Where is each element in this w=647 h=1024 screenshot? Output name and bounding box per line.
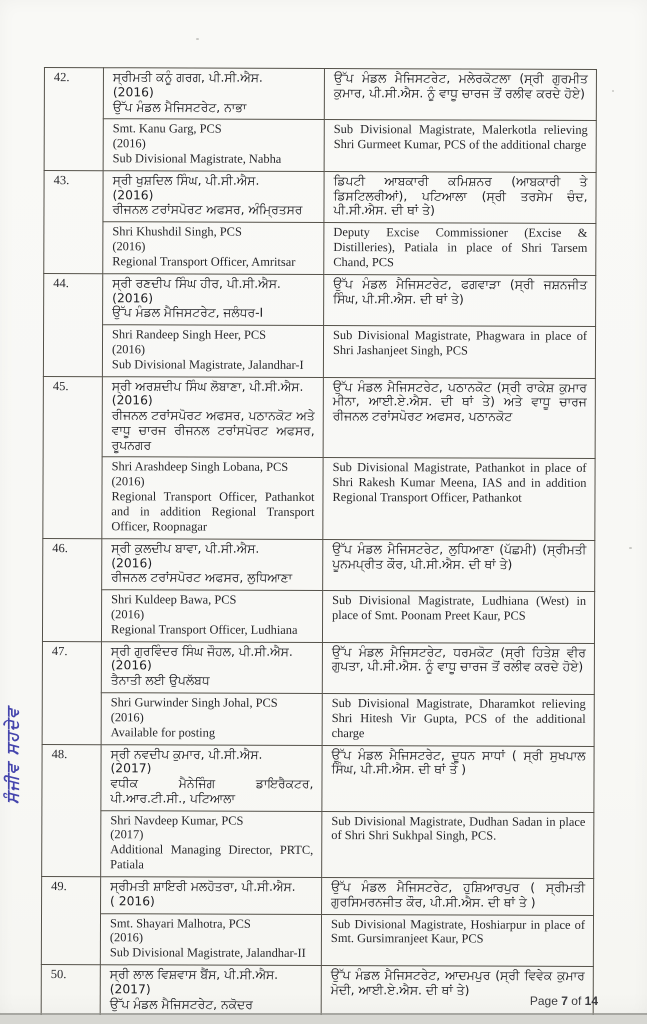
page-footer: [0, 994, 598, 1008]
officer-english-cell: Shri Randeep Singh Heer, PCS (2016) Sub Divisional Magistrate, Jalandhar-I: [102, 325, 323, 377]
posting-english-cell: Sub Divisional Magistrate, Phagwara in place of Shri Jashanjeet Singh, PCS: [323, 325, 595, 378]
posting-punjabi-cell: ਉੱਪ ਮੰਡਲ ਮੈਜਿਸਟਰੇਟ, ਹੁਸ਼ਿਆਰਪੁਰ ( ਸ੍ਰੀਮਤੀ ਗੁਰਸਿਮਰਨਜੀਤ ਕੌਰ, ਪੀ.ਸੀ.ਐਸ. ਦੀ ਥਾਂ ਤੇ ): [322, 877, 594, 914]
posting-punjabi-cell: ਉੱਪ ਮੰਡਲ ਮੈਜਿਸਟਰੇਟ, ਮਲੇਰਕੋਟਲਾ (ਸ੍ਰੀ ਗੁਰਮੀਤ ਕੁਮਾਰ, ਪੀ.ਸੀ.ਐਸ. ਨੂੰ ਵਾਧੂ ਚਾਰਜ ਤੋਂ ਰਲੀਵ ਕਰਦੇ ਹੋਏ): [324, 68, 596, 120]
officer-punjabi-cell: ਸ੍ਰੀ ਖੁਸ਼ਦਿਲ ਸਿੰਘ, ਪੀ.ਸੀ.ਐਸ. (2016) ਰੀਜਨਲ ਟਰਾਂਸਪੋਰਟ ਅਫਸਰ, ਅੰਮ੍ਰਿਤਸਰ: [103, 171, 324, 223]
posting-english-cell: Sub Divisional Magistrate, Ludhiana (West) in place of Smt. Poonam Preet Kaur, PCS: [322, 590, 594, 643]
margin-handwriting-note: ਸੰਜੀਵ ਸਹਦੇਵ: [3, 706, 22, 804]
officer-punjabi-cell: ਸ੍ਰੀ ਲਾਲ ਵਿਸ਼ਵਾਸ ਬੈਂਸ, ਪੀ.ਸੀ.ਐਸ. (2017) ਉੱਪ ਮੰਡਲ ਮੈਜਿਸਟਰੇਟ, ਨਕੋਦਰ: [100, 965, 321, 1017]
table-row: [42, 641, 594, 694]
table-row: [44, 119, 596, 173]
officer-english-cell: Shri Kuldeep Bawa, PCS (2016) Regional Transport Officer, Ludhiana: [101, 590, 322, 642]
table-row: [42, 877, 594, 915]
footer-page-prefix: Page: [529, 994, 558, 1008]
posting-english-cell: Sub Divisional Magistrate, Pathankot in place of Shri Rakesh Kumar Meena, IAS and in addition Regional Transport Officer, Pathankot: [323, 458, 595, 540]
table-row: [44, 273, 596, 326]
serial-number: 49.: [41, 877, 100, 965]
table-row: [41, 965, 593, 1018]
posting-punjabi-cell: ਉੱਪ ਮੰਡਲ ਮੈਜਿਸਟਰੇਟ, ਲੁਧਿਆਣਾ (ਪੱਛਮੀ) (ਸ੍ਰੀਮਤੀ ਪੂਨਮਪ੍ਰੀਤ ਕੌਰ, ਪੀ.ਸੀ.ਐਸ. ਦੀ ਥਾਂ ਤੇ): [323, 539, 595, 591]
scan-speck: [629, 547, 632, 549]
officer-punjabi-cell: ਸ੍ਰੀਮਤੀ ਸ਼ਾਇਰੀ ਮਲਹੋਤਰਾ, ਪੀ.ਸੀ.ਐਸ. ( 2016): [101, 877, 322, 914]
posting-punjabi-cell: ਉੱਪ ਮੰਡਲ ਮੈਜਿਸਟਰੇਟ, ਧਰਮਕੋਟ (ਸ੍ਰੀ ਹਿਤੇਸ਼ ਵੀਰ ਗੁਪਤਾ, ਪੀ.ਸੀ.ਐਸ. ਨੂੰ ਵਾਧੂ ਚਾਰਜ ਤੋਂ ਰਲੀਵ ਕਰਦੇ ਹੋਏ): [322, 642, 594, 694]
officer-punjabi-cell: ਸ੍ਰੀ ਨਵਦੀਪ ਕੁਮਾਰ, ਪੀ.ਸੀ.ਐਸ. (2017) ਵਧੀਕ ਮੈਨੇਜਿੰਗ ਡਾਇਰੈਕਟਰ, ਪੀ.ਆਰ.ਟੀ.ਸੀ., ਪਟਿਆਲਾ: [101, 744, 322, 811]
officer-english-cell: Shri Navdeep Kumar, PCS (2017) Additional Managing Director, PRTC, Patiala: [101, 810, 322, 877]
serial-number: 45.: [43, 376, 103, 538]
table-row: [42, 692, 594, 746]
table-row: [42, 744, 594, 812]
officer-english-cell: Smt. Kanu Garg, PCS (2016) Sub Divisional Magistrate, Nabha: [103, 119, 324, 171]
officer-english-cell: Shri Arashdeep Singh Lobana, PCS (2016) Regional Transport Officer, Pathankot and in addition Regional Transport Officer, Roopnagar: [102, 457, 323, 539]
posting-english-cell: Sub Divisional Magistrate, Malerkotla relieving Shri Gurmeet Kumar, PCS of the additional charge: [324, 120, 596, 173]
scan-speck: [612, 90, 614, 92]
posting-punjabi-cell: ਉੱਪ ਮੰਡਲ ਮੈਜਿਸਟਰੇਟ, ਦੂਧਨ ਸਾਧਾਂ ( ਸ੍ਰੀ ਸੁਖਪਾਲ ਸਿੰਘ, ਪੀ.ਸੀ.ਐਸ. ਦੀ ਥਾਂ ਤੇ ): [322, 745, 594, 812]
table-row: [43, 325, 595, 379]
table-row: [44, 170, 596, 223]
posting-english-cell: Deputy Excise Commissioner (Excise & Distilleries), Patiala in place of Shri Tarsem Chand, PCS: [324, 223, 596, 276]
scan-speck: [196, 38, 199, 40]
serial-number: 48.: [42, 744, 101, 877]
posting-english-cell: Sub Divisional Magistrate, Hoshiarpur in place of Smt. Gursimranjeet Kaur, PCS: [321, 914, 593, 967]
officer-english-cell: Smt. Shayari Malhotra, PCS (2016) Sub Divisional Magistrate, Jalandhar-II: [100, 913, 321, 965]
table-row: [41, 913, 593, 967]
posting-english-cell: Sub Divisional Magistrate, Dudhan Sadan in place of Shri Shri Sukhpal Singh, PCS.: [322, 811, 594, 878]
serial-number: 43.: [44, 170, 103, 273]
serial-number: 42.: [44, 68, 103, 171]
table-row: [42, 590, 594, 644]
table-row: [44, 222, 596, 276]
table-row: [43, 538, 595, 591]
serial-number: 46.: [42, 538, 101, 641]
officer-punjabi-cell: ਸ੍ਰੀ ਗੁਰਵਿੰਦਰ ਸਿੰਘ ਜੌਹਲ, ਪੀ.ਸੀ.ਐਸ. (2016) ਤੈਨਾਤੀ ਲਈ ਉਪਲੱਬਧ: [101, 641, 322, 693]
officer-punjabi-cell: ਸ੍ਰੀ ਕੁਲਦੀਪ ਬਾਵਾ, ਪੀ.ਸੀ.ਐਸ. (2016) ਰੀਜਨਲ ਟਰਾਂਸਪੋਰਟ ਅਫਸਰ, ਲੁਧਿਆਣਾ: [102, 538, 323, 590]
officer-english-cell: Shri Gurwinder Singh Johal, PCS (2016) Available for posting: [101, 693, 322, 745]
posting-punjabi-cell: ਉੱਪ ਮੰਡਲ ਮੈਜਿਸਟਰੇਟ, ਪਠਾਨਕੋਟ (ਸ੍ਰੀ ਰਾਕੇਸ਼ ਕੁਮਾਰ ਮੀਨਾ, ਆਈ.ਏ.ਐਸ. ਦੀ ਥਾਂ ਤੇ) ਅਤੇ ਵਾਧੂ ਚਾਰਜ ਰੀਜਨਲ ਟਰਾਂਸਪੋਰਟ ਅਫਸਰ, ਪਠਾਨਕੋਟ: [323, 377, 595, 459]
scan-edge-strip: [0, 1015, 647, 1024]
footer-total-pages: 14: [584, 994, 598, 1008]
posting-punjabi-cell: ਉੱਪ ਮੰਡਲ ਮੈਜਿਸਟਰੇਟ, ਆਦਮਪੁਰ (ਸ੍ਰੀ ਵਿਵੇਕ ਕੁਮਾਰ ਮੋਦੀ, ਆਈ.ਏ.ਐਸ. ਦੀ ਥਾਂ ਤੇ): [321, 966, 593, 1018]
footer-of-label: of: [571, 994, 582, 1008]
table-row: [43, 457, 595, 540]
footer-page-number: 7: [561, 994, 568, 1008]
serial-number: 47.: [42, 641, 101, 744]
posting-punjabi-cell: ਡਿਪਟੀ ਆਬਕਾਰੀ ਕਮਿਸ਼ਨਰ (ਆਬਕਾਰੀ ਤੇ ਡਿਸਟਿਲਰੀਆਂ), ਪਟਿਆਲਾ (ਸ੍ਰੀ ਤਰਸੇਮ ਚੰਦ, ਪੀ.ਸੀ.ਐਸ. ਦੀ ਥਾਂ ਤੇ): [324, 171, 596, 223]
serial-number: 50.: [41, 965, 100, 1016]
transfer-orders-table: [41, 67, 597, 1018]
posting-punjabi-cell: ਉੱਪ ਮੰਡਲ ਮੈਜਿਸਟਰੇਟ, ਫਗਵਾੜਾ (ਸ੍ਰੀ ਜਸ਼ਨਜੀਤ ਸਿੰਘ, ਪੀ.ਸੀ.ਐਸ. ਦੀ ਥਾਂ ਤੇ): [324, 274, 596, 326]
officer-punjabi-cell: ਸ੍ਰੀ ਅਰਸ਼ਦੀਪ ਸਿੰਘ ਲੋਬਾਣਾ, ਪੀ.ਸੀ.ਐਸ. (2016) ਰੀਜਨਲ ਟਰਾਂਸਪੋਰਟ ਅਫਸਰ, ਪਠਾਨਕੋਟ ਅਤੇ ਵਾਧੂ ਚਾਰਜ ਰੀਜਨਲ ਟਰਾਂਸਪੋਰਟ ਅਫਸਰ, ਰੂਪਨਗਰ: [102, 376, 323, 458]
officer-punjabi-cell: ਸ੍ਰੀਮਤੀ ਕਨੂੰ ਗਰਗ, ਪੀ.ਸੀ.ਐਸ. (2016) ਉੱਪ ਮੰਡਲ ਮੈਜਿਸਟਰੇਟ, ਨਾਭਾ: [103, 68, 324, 120]
table-row: [43, 376, 595, 459]
officer-english-cell: Shri Khushdil Singh, PCS (2016) Regional Transport Officer, Amritsar: [103, 222, 324, 274]
serial-number: 44.: [43, 273, 102, 376]
officer-punjabi-cell: ਸ੍ਰੀ ਰਣਦੀਪ ਸਿੰਘ ਹੀਰ, ਪੀ.ਸੀ.ਐਸ. (2016) ਉੱਪ ਮੰਡਲ ਮੈਜਿਸਟਰੇਟ, ਜਲੰਧਰ-I: [103, 273, 324, 325]
table-row: [42, 810, 594, 878]
table-row: [44, 68, 596, 121]
posting-english-cell: Sub Divisional Magistrate, Dharamkot relieving Shri Hitesh Vir Gupta, PCS of the additional charge: [322, 693, 594, 746]
